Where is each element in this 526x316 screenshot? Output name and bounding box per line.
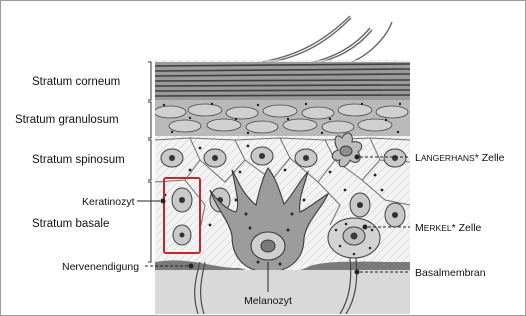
layer-label-spinosum: Stratum spinosum [32,154,125,166]
layer-label-granulosum: Stratum granulosum [15,114,119,126]
merkel-suffix: * Zelle [451,222,482,234]
langerhans-cell-label [415,152,505,164]
merkel-caps: ERKEL [423,223,452,233]
stratum-corneum-region [155,62,410,100]
layer-labels [148,62,151,262]
nerve-ending-label: Nervenendigung [62,261,140,273]
basal-membrane-label: Basalmembran [415,267,486,279]
melanocyte-label: Melanozyt [244,295,292,307]
langerhans-suffix: * Zelle [474,152,505,164]
dermis [155,270,410,314]
merkel-cell [328,218,380,258]
layer-label-basale: Stratum basale [32,218,110,230]
hair-strands [262,16,392,66]
langerhans-caps: ANGERHANS [420,153,475,163]
keratinocyte-label: Keratinozyt [82,196,135,208]
merkel-cell-label [415,222,482,234]
stratum-granulosum-region [154,100,410,136]
layer-label-corneum: Stratum corneum [32,76,121,88]
langerhans-initial: L [415,152,421,164]
merkel-initial: M [415,222,424,234]
